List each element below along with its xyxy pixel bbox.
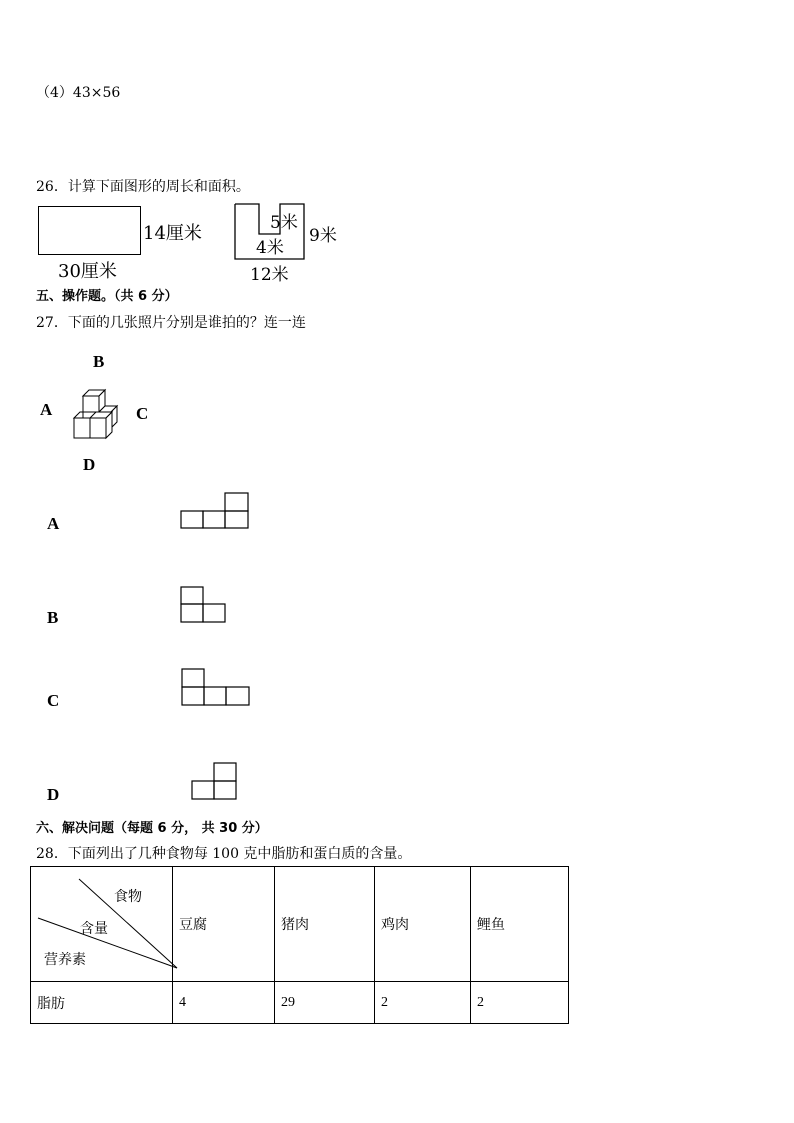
food-header-pork: 猪肉 bbox=[275, 867, 375, 982]
view-label-d: D bbox=[83, 455, 96, 474]
shape2-label-9: 9米 bbox=[309, 226, 337, 246]
food-header-tofu: 豆腐 bbox=[173, 867, 275, 982]
shape2-label-5: 5米 bbox=[270, 213, 298, 233]
shape2-label-4: 4米 bbox=[256, 238, 284, 258]
photo-label-b: B bbox=[47, 608, 59, 627]
q25-part4: （4）43×56 bbox=[36, 85, 121, 101]
fat-value-tofu: 4 bbox=[173, 982, 275, 1024]
rect-width-label: 30厘米 bbox=[58, 261, 117, 282]
shape2-label-12: 12米 bbox=[250, 265, 289, 285]
section6-heading: 六、解决问题（每题 6 分， 共 30 分） bbox=[36, 821, 268, 836]
section5-heading: 五、操作题。（共 6 分） bbox=[36, 289, 178, 304]
food-header-carp: 鲤鱼 bbox=[471, 867, 569, 982]
view-label-c: C bbox=[136, 404, 149, 423]
q28-prompt: 28．下面列出了几种食物每 100 克中脂肪和蛋白质的含量。 bbox=[36, 846, 412, 862]
q27-prompt: 27．下面的几张照片分别是谁拍的？连一连 bbox=[36, 315, 306, 331]
rect-height-label: 14厘米 bbox=[143, 223, 202, 244]
food-header-chicken: 鸡肉 bbox=[375, 867, 471, 982]
fat-value-pork: 29 bbox=[275, 982, 375, 1024]
nutrition-table bbox=[30, 866, 569, 1024]
photo-label-a: A bbox=[47, 514, 60, 533]
photo-label-c: C bbox=[47, 691, 60, 710]
fat-value-carp: 2 bbox=[471, 982, 569, 1024]
view-label-b: B bbox=[93, 352, 105, 371]
fat-value-chicken: 2 bbox=[375, 982, 471, 1024]
diagonal-header-cell bbox=[31, 867, 173, 982]
table-row bbox=[31, 982, 569, 1024]
photo-label-d: D bbox=[47, 785, 60, 804]
view-label-a: A bbox=[40, 400, 53, 419]
header-food: 食物 bbox=[114, 889, 142, 905]
table-header-row bbox=[31, 867, 569, 982]
header-nutrient: 营养素 bbox=[44, 952, 86, 968]
header-amount: 含量 bbox=[80, 921, 108, 937]
q26-prompt: 26．计算下面图形的周长和面积。 bbox=[36, 179, 250, 195]
row-label-fat: 脂肪 bbox=[31, 982, 173, 1024]
